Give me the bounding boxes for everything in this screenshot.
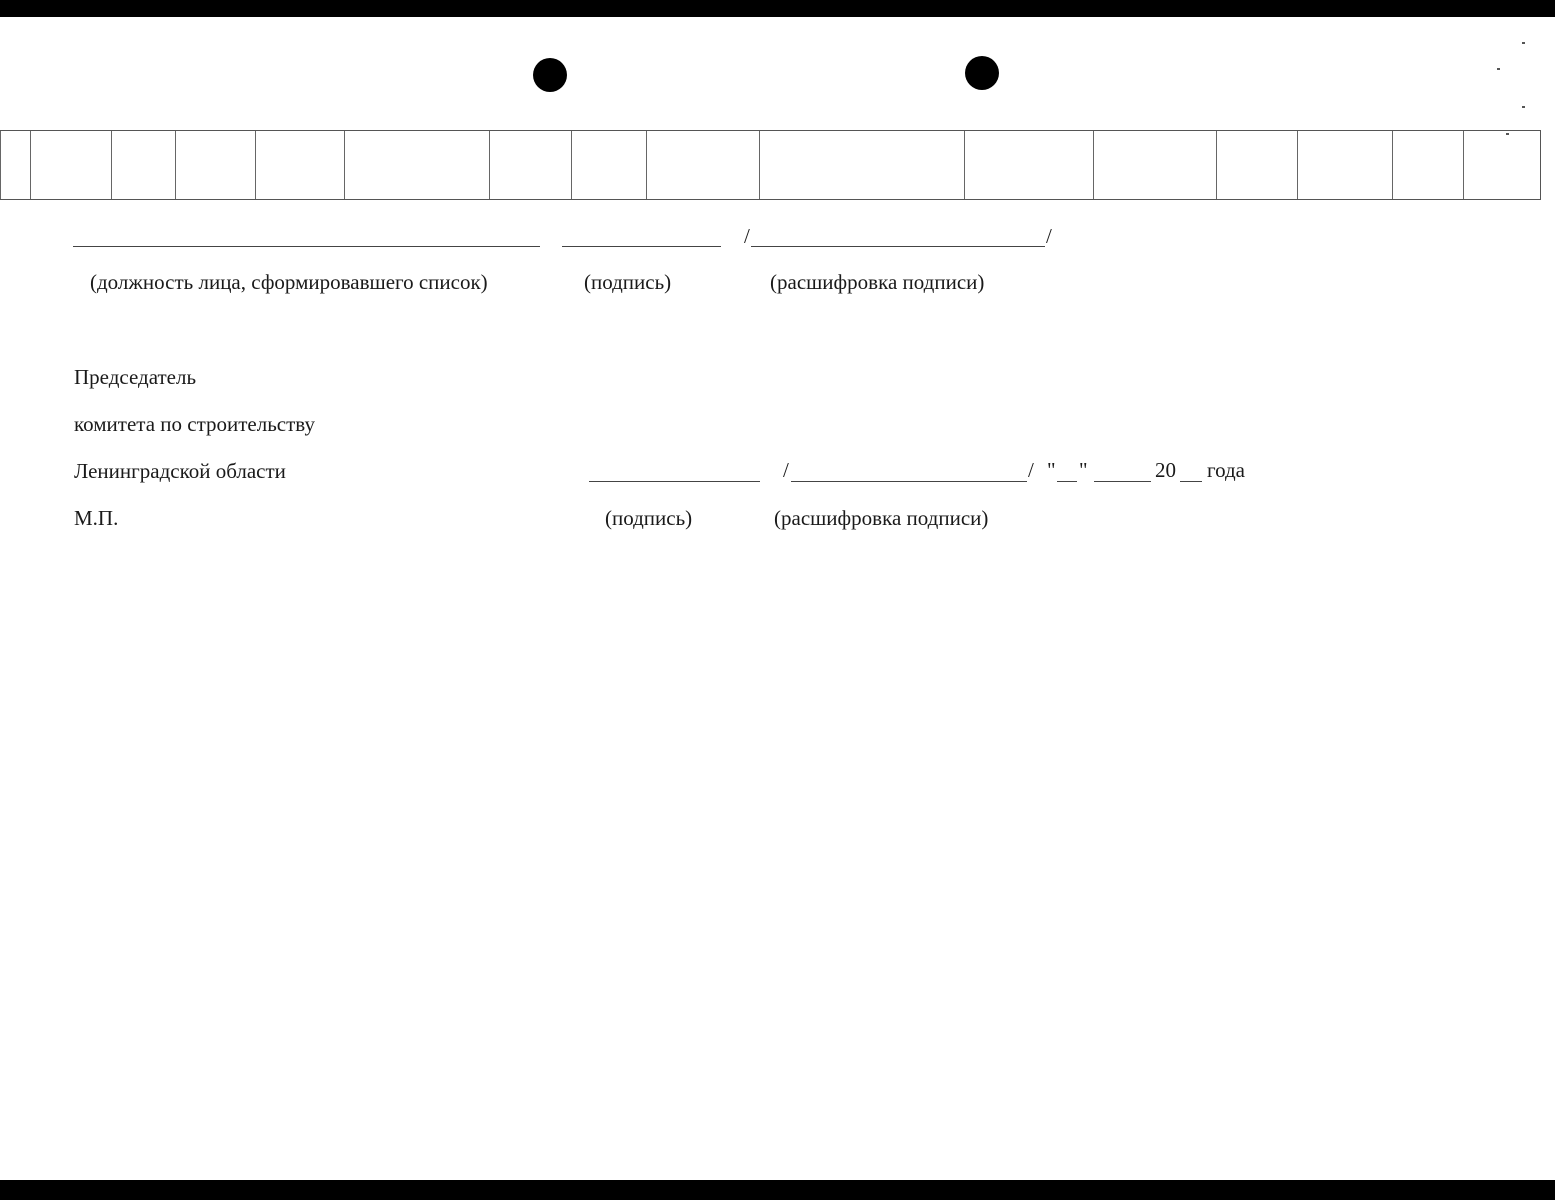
table-cell [30, 131, 112, 199]
table-cell [646, 131, 760, 199]
scan-speck [1497, 68, 1500, 70]
table-cell [1216, 131, 1298, 199]
chairman-decoding-caption: (расшифровка подписи) [774, 506, 989, 530]
signature-line [562, 246, 721, 247]
chairman-signature-line [589, 481, 760, 482]
table-cell [255, 131, 345, 199]
scan-border-top [0, 0, 1555, 17]
table-cell [759, 131, 965, 199]
slash-left: / [744, 224, 750, 248]
table-cell [964, 131, 1094, 199]
date-day-line [1057, 481, 1077, 482]
chairman-signature-caption: (подпись) [605, 506, 693, 530]
table-cell [111, 131, 176, 199]
table-cell [489, 131, 572, 199]
chairman-title: Председатель [74, 365, 197, 389]
decoding-line [751, 246, 1045, 247]
table-cell [571, 131, 647, 199]
chairman-decoding-line [791, 481, 1027, 482]
date-month-line [1094, 481, 1151, 482]
decoding-caption: (расшифровка подписи) [770, 270, 985, 294]
committee-name: комитета по строительству [74, 412, 315, 436]
region-name: Ленинградской области [74, 459, 286, 483]
scan-speck [1522, 106, 1525, 108]
signature-caption: (подпись) [584, 270, 672, 294]
table-cell [1463, 131, 1541, 199]
slash-right: / [1046, 224, 1052, 248]
table-cell [1392, 131, 1464, 199]
date-year-prefix: 20 [1155, 458, 1176, 482]
date-quote-close: " [1079, 458, 1088, 482]
slash-right: / [1028, 458, 1034, 482]
slash-left: / [783, 458, 789, 482]
punch-hole-left [533, 58, 567, 92]
date-quote-open: " [1047, 458, 1056, 482]
stamp-label: М.П. [74, 506, 119, 530]
table-cell [344, 131, 490, 199]
table-cell [1297, 131, 1393, 199]
table-row-fragment [0, 130, 1541, 200]
date-suffix: года [1207, 458, 1245, 482]
scan-speck [1522, 42, 1525, 44]
date-year-line [1180, 481, 1202, 482]
position-line [73, 246, 540, 247]
table-cell [0, 131, 31, 199]
table-cell [1093, 131, 1217, 199]
table-cell [175, 131, 256, 199]
scan-border-bottom [0, 1180, 1555, 1200]
position-caption: (должность лица, сформировавшего список) [90, 270, 488, 294]
punch-hole-right [965, 56, 999, 90]
